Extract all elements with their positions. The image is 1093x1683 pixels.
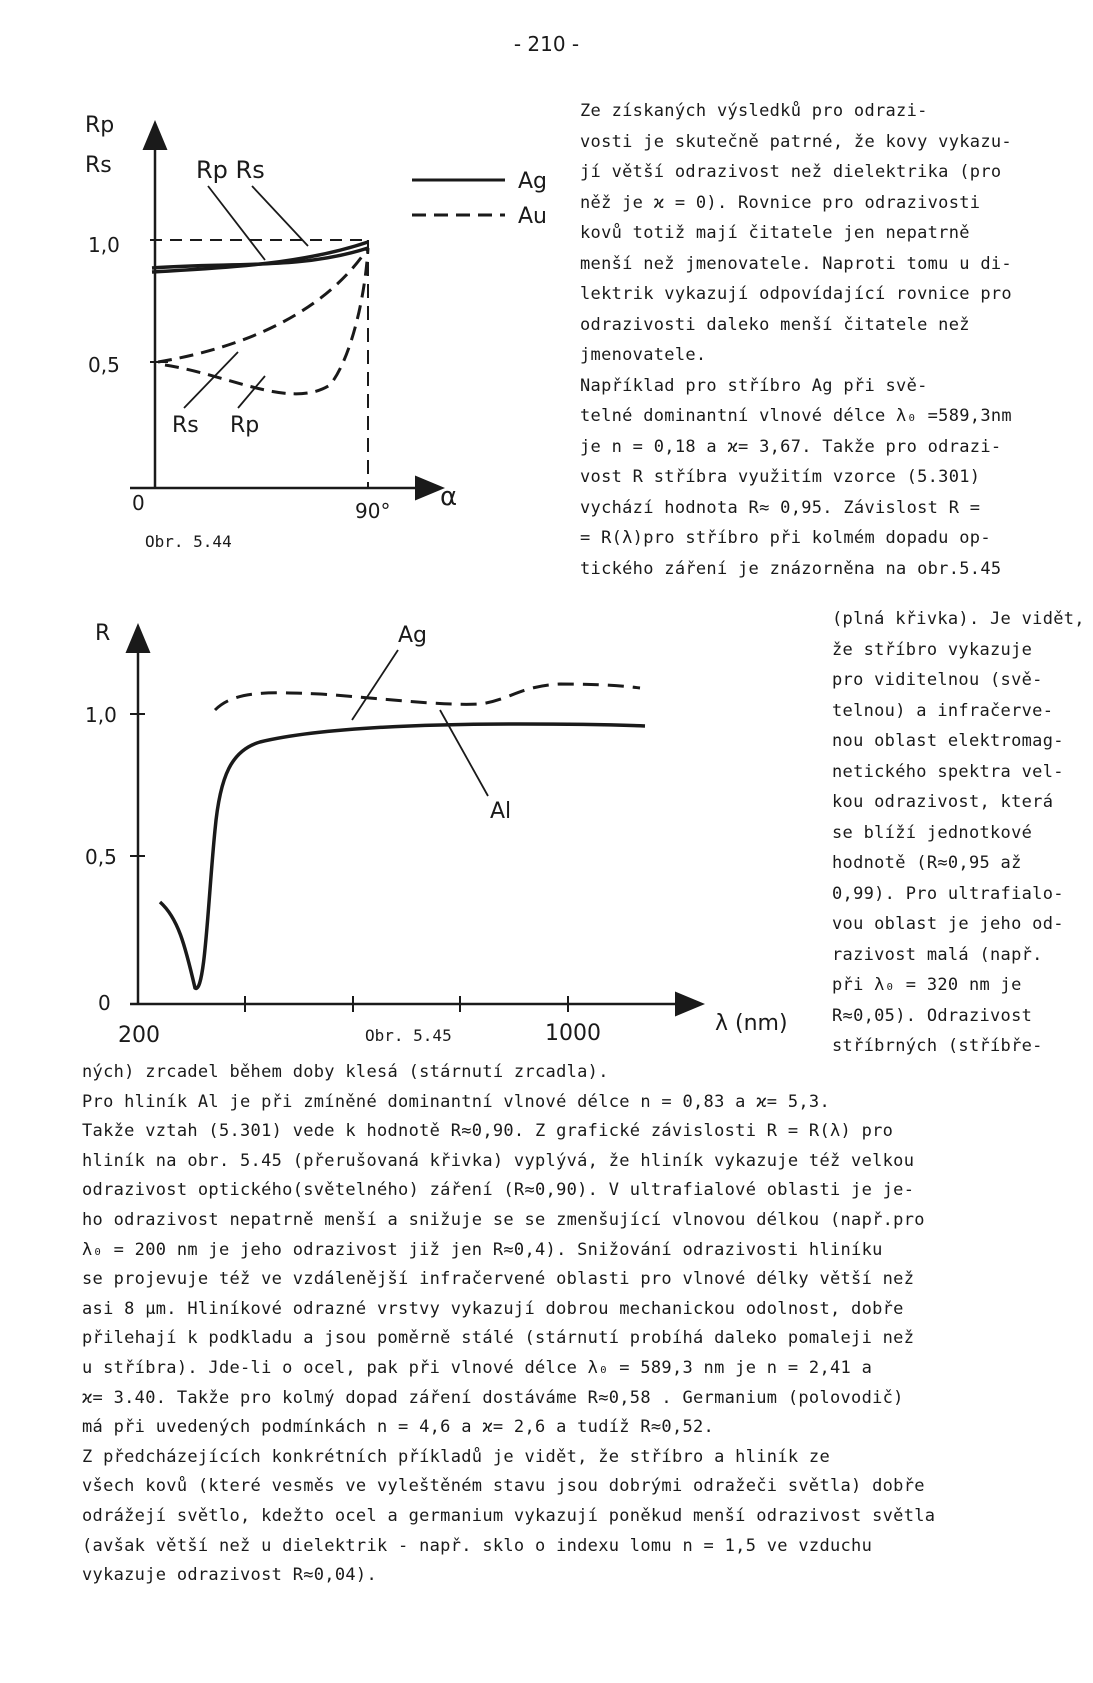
tick-label-0-5: 0,5: [85, 845, 117, 869]
tick-label-200: 200: [118, 1023, 160, 1048]
legend-au-label: Au: [518, 204, 547, 229]
paragraph-bottom: ných) zrcadel během doby klesá (stárnutí zrcadla). Pro hliník Al je při zmíněné dominantní vlnové délce n = 0,83 a ϰ= 5,3. Takže vztah (5.301) vede k hodnotě R≈0,90. Z grafické závislosti R = R(λ) pro hliník na obr. 5.45 (přerušovaná křivka) vyplývá, že hliník vykazuje též velkou odrazivost optického(světelného) záření (R≈0,90). V ultrafialové oblasti je je- ho odrazivost nepatrně menší a snižuje se se zmenšující vlnovou délkou (např.pro λ₀ = 200 nm je jeho odrazivost již jen R≈0,4). Snižování odrazivosti hliníku se projevuje též ve vzdálenější infračervené oblasti pro vlnové délky větší než asi 8 μm. Hliníkové odrazné vrstvy vykazují dobrou mechanickou odolnost, dobře přilehají k podkladu a jsou poměrně stálé (stárnutí probíhá daleko pomaleji než u stříbra). Jde-li o ocel, pak při vlnové délce λ₀ = 589,3 nm je n = 2,41 a ϰ= 3.40. Takže pro kolmý dopad záření dostáváme R≈0,58 . Germanium (polovodič) má při uvedených podmínkách n = 4,6 a ϰ= 2,6 a tudíž R≈0,52. Z předcházejících konkrétních příkladů je vidět, že stříbro a hliník ze všech kovů (které vesměs ve vyleštěném stavu jsou dobrými odražeči světla) dobře odrážejí světlo, kdežto ocel a germanium vykazují poněkud menší odrazivost světla (avšak větší než u dielektrik - např. sklo o indexu lomu n = 1,5 ve vzduchu vykazuje odrazivost R≈0,04).: [82, 1062, 936, 1586]
legend-ag-label: Ag: [518, 169, 548, 194]
pointer-rp-bottom: [238, 376, 265, 408]
paragraph-top: Ze získaných výsledků pro odrazi- vosti je skutečně patrné, že kovy vykazu- jí větší odrazivost než dielektrika (pro něž je ϰ = 0). Rovnice pro odrazivosti kovů totiž mají čitatele jen nepatrně menší než jmenovatele. Naproti tomu u di- lektrik vykazují odpovídající rovnice pro odrazivosti daleko menší čitatele než jmenovatele. Například pro stříbro Ag při svě- telné dominantní vlnové délce λ₀ =589,3nm je n = 0,18 a ϰ= 3,67. Takže pro odrazi- vost R stříbra využitím vzorce (5.301) vychází hodnota R≈ 0,95. Závislost R = = R(λ)pro stříbro při kolmém dopadu op- tického záření je znázorněna na obr.5.45: [580, 101, 1012, 579]
callout-rp: Rp: [230, 413, 260, 438]
tick-label-1-0: 1,0: [85, 703, 117, 727]
paragraph-side: (plná křivka). Je vidět, že stříbro vykazuje pro viditelnou (svě- telnou) a infračerve- nou oblast elektromag- netického spektra vel- kou odrazivost, která se blíží jednotkové hodnotě (R≈0,95 až 0,99). Pro ultrafialo- vou oblast je jeho od- razivost malá (např. při λ₀ = 320 nm je R≈0,05). Odrazivost stříbrných (stříbře-: [832, 609, 1085, 1056]
caption-5-45: Obr. 5.45: [365, 1026, 452, 1045]
x-axis-label: λ (nm): [715, 1011, 788, 1036]
label-al: Al: [490, 799, 512, 824]
pointer-ag: [352, 650, 398, 720]
x-axis-label: α: [440, 482, 458, 512]
tick-label-0-5: 0,5: [88, 353, 120, 377]
pointer-rp: [208, 186, 265, 260]
pointer-rs: [252, 186, 308, 246]
tick-label-0: 0: [98, 991, 111, 1015]
tick-label-90: 90°: [355, 499, 391, 523]
ylabel-r: R: [95, 621, 111, 646]
figure-5-45: [0, 600, 832, 1060]
callout-rp-rs: Rp Rs: [196, 156, 265, 184]
page-number: - 210 -: [513, 32, 580, 56]
ylabel-rp: Rp: [85, 113, 115, 138]
curve-al: [215, 684, 640, 710]
tick-label-1-0: 1,0: [88, 233, 120, 257]
tick-label-1000: 1000: [545, 1021, 601, 1046]
curve-ag: [160, 724, 645, 988]
label-ag: Ag: [398, 623, 428, 648]
callout-rs: Rs: [172, 413, 199, 438]
origin-label: 0: [132, 491, 145, 515]
caption-5-44: Obr. 5.44: [145, 532, 232, 551]
ylabel-rs: Rs: [85, 153, 112, 178]
